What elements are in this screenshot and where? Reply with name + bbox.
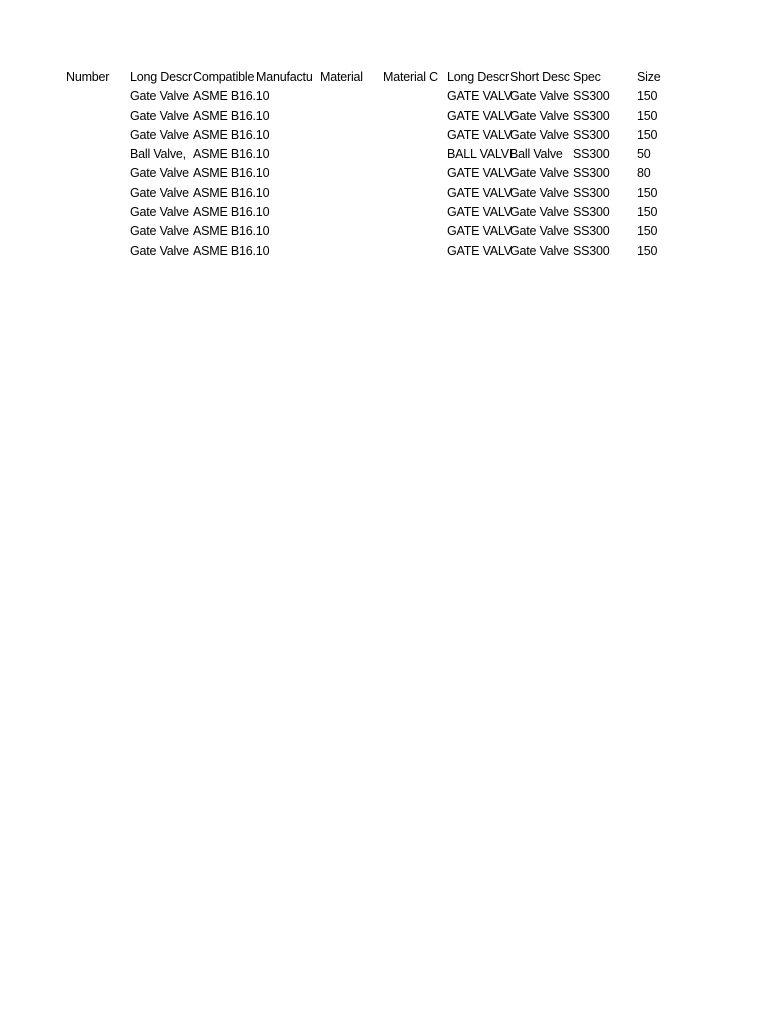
table-row xyxy=(0,164,768,183)
cell-size: 50 xyxy=(637,147,651,162)
cell-long-description: Gate Valve xyxy=(130,243,189,258)
cell-long-description: Gate Valve xyxy=(130,224,189,239)
header-cell-short-description: Short Desc xyxy=(510,70,570,84)
cell-long-description-2: BALL VALVI xyxy=(447,147,513,162)
header-cell-material-c: Material C xyxy=(383,70,438,84)
cell-spec: SS300 xyxy=(573,166,610,181)
cell-short-description: Gate Valve xyxy=(510,127,569,142)
cell-long-description: Ball Valve, xyxy=(130,147,186,162)
cell-short-description: Gate Valve xyxy=(510,205,569,220)
cell-short-description: Gate Valve xyxy=(510,185,569,200)
cell-long-description-2: GATE VALV xyxy=(447,224,512,239)
cell-size: 150 xyxy=(637,224,658,239)
cell-compatible: ASME B16.10 xyxy=(193,205,270,220)
cell-long-description: Gate Valve xyxy=(130,89,189,104)
cell-compatible: ASME B16.10 xyxy=(193,127,270,142)
table-row xyxy=(0,107,768,126)
table-row xyxy=(0,184,768,203)
cell-long-description-2: GATE VALV xyxy=(447,127,512,142)
header-cell-manufacturer: Manufactu xyxy=(256,70,313,84)
cell-compatible: ASME B16.10 xyxy=(193,224,270,239)
cell-long-description: Gate Valve xyxy=(130,108,189,123)
header-cell-long-description: Long Descr xyxy=(130,70,192,84)
cell-spec: SS300 xyxy=(573,205,610,220)
cell-long-description-2: GATE VALV xyxy=(447,243,512,258)
cell-long-description-2: GATE VALV xyxy=(447,205,512,220)
cell-spec: SS300 xyxy=(573,127,610,142)
cell-long-description-2: GATE VALV xyxy=(447,185,512,200)
cell-spec: SS300 xyxy=(573,185,610,200)
cell-compatible: ASME B16.10 xyxy=(193,185,270,200)
table-row xyxy=(0,222,768,241)
spreadsheet-table xyxy=(0,68,768,261)
cell-size: 150 xyxy=(637,108,658,123)
cell-short-description: Gate Valve xyxy=(510,89,569,104)
table-body xyxy=(0,87,768,261)
cell-size: 150 xyxy=(637,243,658,258)
cell-long-description-2: GATE VALV xyxy=(447,89,512,104)
cell-spec: SS300 xyxy=(573,147,610,162)
cell-size: 150 xyxy=(637,127,658,142)
table-row xyxy=(0,126,768,145)
cell-long-description: Gate Valve xyxy=(130,205,189,220)
cell-short-description: Gate Valve xyxy=(510,166,569,181)
cell-compatible: ASME B16.10 xyxy=(193,243,270,258)
cell-long-description: Gate Valve xyxy=(130,166,189,181)
table-row xyxy=(0,145,768,164)
cell-compatible: ASME B16.10 xyxy=(193,166,270,181)
cell-short-description: Gate Valve xyxy=(510,243,569,258)
cell-compatible: ASME B16.10 xyxy=(193,147,270,162)
cell-short-description: Gate Valve xyxy=(510,108,569,123)
cell-short-description: Ball Valve xyxy=(510,147,563,162)
cell-size: 150 xyxy=(637,205,658,220)
cell-size: 150 xyxy=(637,185,658,200)
header-cell-material: Material xyxy=(320,70,363,84)
cell-spec: SS300 xyxy=(573,243,610,258)
header-cell-size: Size xyxy=(637,70,661,84)
cell-short-description: Gate Valve xyxy=(510,224,569,239)
header-cell-compatible: Compatible xyxy=(193,70,255,84)
cell-long-description: Gate Valve xyxy=(130,127,189,142)
header-row xyxy=(0,68,768,87)
cell-size: 150 xyxy=(637,89,658,104)
cell-compatible: ASME B16.10 xyxy=(193,89,270,104)
header-cell-long-description-2: Long Descr xyxy=(447,70,509,84)
cell-long-description: Gate Valve xyxy=(130,185,189,200)
table-row xyxy=(0,242,768,261)
cell-long-description-2: GATE VALV xyxy=(447,166,512,181)
header-cell-spec: Spec xyxy=(573,70,601,84)
header-cell-number: Number xyxy=(66,70,110,84)
cell-spec: SS300 xyxy=(573,89,610,104)
table-row xyxy=(0,203,768,222)
cell-size: 80 xyxy=(637,166,651,181)
table-row xyxy=(0,87,768,106)
cell-compatible: ASME B16.10 xyxy=(193,108,270,123)
cell-spec: SS300 xyxy=(573,108,610,123)
cell-long-description-2: GATE VALV xyxy=(447,108,512,123)
cell-spec: SS300 xyxy=(573,224,610,239)
